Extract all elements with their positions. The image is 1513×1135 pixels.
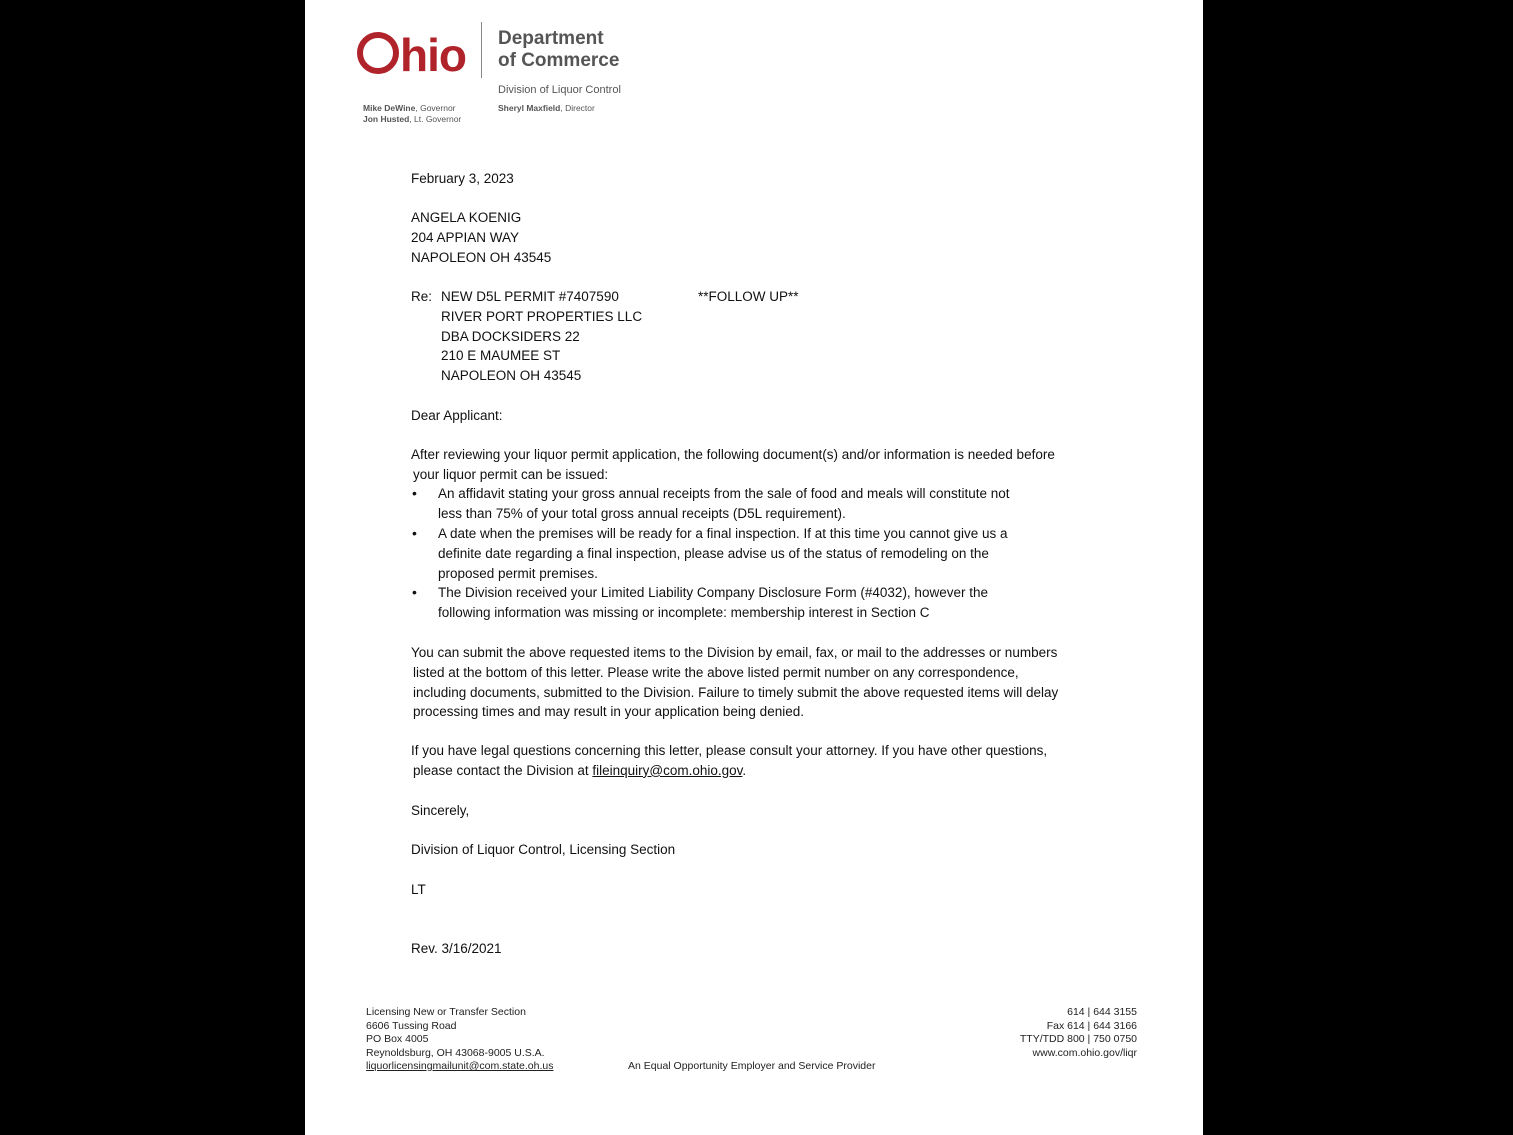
submit-paragraph (411, 643, 1058, 722)
footer-address (366, 1006, 554, 1074)
re-line: RIVER PORT PROPERTIES LLC (441, 308, 643, 324)
bullet-line: proposed permit premises. (438, 565, 598, 581)
division-name: Division of Liquor Control (498, 84, 621, 96)
bullet-line: definite date regarding a final inspection, please advise us of the status of remodeling on the (438, 545, 989, 561)
letterhead-divider (481, 22, 482, 78)
submit-line: You can submit the above requested items to the Division by email, fax, or mail to the addresses or numbers (411, 645, 1058, 660)
footer-phone: 614 | 644 3155 (1067, 1006, 1137, 1018)
footer-eeo: An Equal Opportunity Employer and Service Provider (628, 1060, 876, 1072)
director-line (498, 103, 595, 113)
bullet-line: The Division received your Limited Liability Company Disclosure Form (#4032), however the (438, 585, 988, 600)
intro-paragraph (411, 445, 1055, 485)
signature: Division of Liquor Control, Licensing Section (411, 842, 676, 857)
re-line: DBA DOCKSIDERS 22 (441, 328, 580, 344)
closing: Sincerely, (411, 803, 470, 818)
ohio-logo (357, 30, 466, 80)
lt-governor-title: , Lt. Governor (409, 114, 462, 124)
follow-up-tag: **FOLLOW UP** (698, 289, 799, 304)
re-line: 210 E MAUMEE ST (441, 348, 561, 364)
bullet-line: A date when the premises will be ready for a final inspection. If at this time you cannot give us a (438, 526, 1008, 541)
initials: LT (411, 882, 426, 897)
bullet-marker: • (412, 584, 417, 600)
recipient-line: NAPOLEON OH 43545 (411, 249, 552, 265)
recipient-address (411, 208, 551, 267)
department-line-2: of Commerce (498, 50, 620, 71)
bullet-marker: • (412, 485, 417, 501)
recipient-line: 204 APPIAN WAY (411, 229, 520, 245)
legal-paragraph (411, 741, 1047, 781)
legal-line (411, 761, 1047, 781)
lt-governor-line (363, 114, 461, 124)
salutation: Dear Applicant: (411, 408, 503, 423)
bullet-line: following information was missing or incomplete: membership interest in Section C (438, 604, 930, 620)
letterhead (357, 20, 693, 126)
intro-line: After reviewing your liquor permit application, the following document(s) and/or information is needed before (411, 447, 1055, 462)
footer-address-line: Reynoldsburg, OH 43068-9005 U.S.A. (366, 1046, 545, 1059)
re-line: NAPOLEON OH 43545 (441, 368, 582, 384)
director-title: , Director (560, 103, 595, 113)
bullet-line: An affidavit stating your gross annual receipts from the sale of food and meals will constitute not (438, 486, 1010, 501)
department-name (498, 28, 619, 72)
governor-line (363, 103, 456, 113)
revision-note: Rev. 3/16/2021 (411, 941, 502, 956)
recipient-line: ANGELA KOENIG (411, 210, 522, 225)
re-label: Re: (411, 289, 433, 304)
legal-contact-suffix: . (742, 762, 747, 778)
lt-governor-name: Jon Husted (363, 114, 410, 124)
letter-date: February 3, 2023 (411, 171, 514, 186)
footer-email-link[interactable]: liquorlicensingmailunit@com.state.oh.us (366, 1060, 554, 1072)
director-name: Sheryl Maxfield (498, 103, 561, 113)
re-line: NEW D5L PERMIT #7407590 (441, 289, 619, 304)
inquiry-email-link[interactable]: fileinquiry@com.ohio.gov (592, 762, 743, 778)
submit-line: processing times and may result in your application being denied. (413, 704, 804, 720)
footer-tty: TTY/TDD 800 | 750 0750 (1019, 1033, 1137, 1045)
ohio-logo-text: hio (400, 29, 466, 81)
legal-contact-prefix: please contact the Division at (413, 762, 593, 778)
bullet-line: less than 75% of your total gross annual receipts (D5L requirement). (438, 505, 846, 521)
legal-line: If you have legal questions concerning this letter, please consult your attorney. If you have other questions, (411, 743, 1048, 758)
submit-line: listed at the bottom of this letter. Please write the above listed permit number on any correspondence, (413, 664, 1019, 680)
intro-line: your liquor permit can be issued: (413, 466, 609, 482)
bullet-item-inspection (438, 524, 1008, 583)
department-line-1: Department (498, 28, 604, 49)
bullet-item-disclosure (438, 583, 988, 623)
governor-title: , Governor (415, 103, 456, 113)
re-block (441, 287, 642, 386)
footer-contact (1020, 1006, 1137, 1060)
bullet-marker: • (412, 525, 417, 541)
ohio-logo-o-mark (357, 32, 399, 74)
submit-line: including documents, submitted to the Division. Failure to timely submit the above requested items will delay (413, 684, 1059, 700)
footer-address-line: Licensing New or Transfer Section (366, 1006, 526, 1018)
footer-fax: Fax 614 | 644 3166 (1046, 1019, 1137, 1032)
footer-address-line: 6606 Tussing Road (366, 1019, 457, 1032)
bullet-item-affidavit (438, 484, 1010, 524)
footer-website-link[interactable]: www.com.ohio.gov/liqr (1032, 1046, 1137, 1059)
footer-address-line: PO Box 4005 (366, 1033, 429, 1045)
governor-name: Mike DeWine (363, 103, 416, 113)
letter-page (305, 0, 1203, 1135)
